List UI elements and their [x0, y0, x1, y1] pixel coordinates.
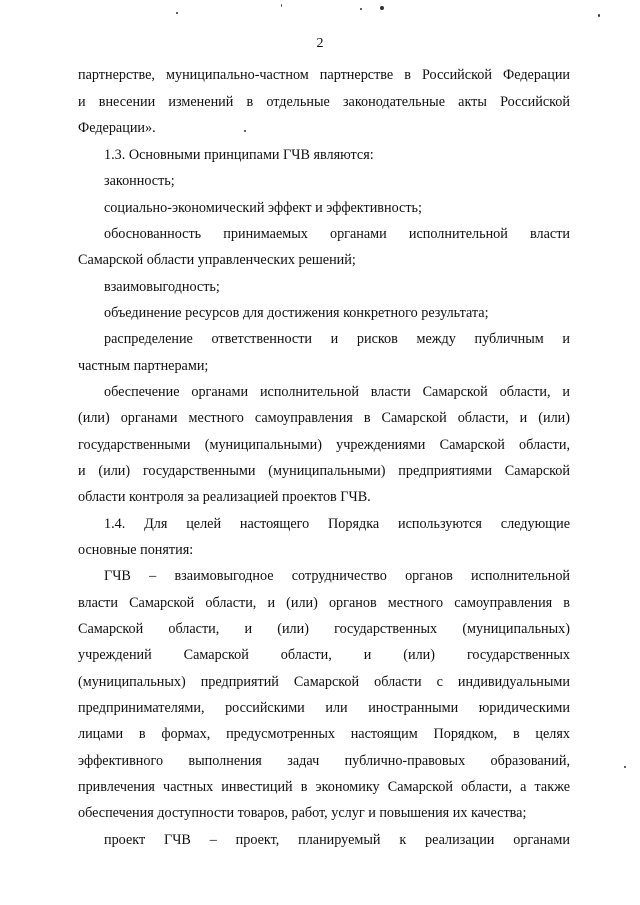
- definition-line: ГЧВ – взаимовыгодное сотрудничество органов исполнительной: [104, 568, 570, 584]
- text-line: (или) органами местного самоуправления в Самарской области, и (или): [78, 410, 570, 426]
- text-line: партнерстве, муниципально-частном партнерстве в Российской Федерации: [78, 67, 570, 83]
- section-heading: 1.4. Для целей настоящего Порядка используются следующие: [104, 516, 570, 532]
- text-line: государственными (муниципальными) учреждениями Самарской области,: [78, 437, 570, 453]
- scan-speck: [176, 12, 178, 14]
- text-line: области контроля за реализацией проектов ГЧВ.: [78, 489, 371, 505]
- scan-speck: [380, 6, 384, 10]
- text-line: предпринимателями, российскими или иностранными юридическими: [78, 700, 570, 716]
- list-item: объединение ресурсов для достижения конкретного результата;: [104, 305, 489, 321]
- text-line: учреждений Самарской области, и (или) государственных: [78, 647, 570, 663]
- scan-speck: [360, 8, 362, 10]
- scan-speck: [598, 14, 600, 17]
- text-line: обеспечения доступности товаров, работ, услуг и повышения их качества;: [78, 805, 527, 821]
- text-line: основные понятия:: [78, 542, 194, 558]
- text-line: частным партнерами;: [78, 358, 209, 374]
- list-item: социально-экономический эффект и эффективность;: [104, 200, 422, 216]
- text-line: лицами в формах, предусмотренных настоящим Порядком, в целях: [78, 726, 570, 742]
- scan-speck: [244, 130, 246, 132]
- list-item: законность;: [104, 173, 175, 189]
- list-item: обеспечение органами исполнительной власти Самарской области, и: [104, 384, 570, 400]
- text-line: власти Самарской области, и (или) органов местного самоуправления в: [78, 595, 570, 611]
- text-line: Самарской области, и (или) государственных (муниципальных): [78, 621, 570, 637]
- scan-speck: [624, 766, 626, 768]
- section-heading: 1.3. Основными принципами ГЧВ являются:: [104, 147, 374, 163]
- list-item: распределение ответственности и рисков между публичным и: [104, 331, 570, 347]
- page-number: 2: [316, 36, 324, 51]
- text-line: (муниципальных) предприятий Самарской области с индивидуальными: [78, 674, 570, 690]
- definition-line: проект ГЧВ – проект, планируемый к реализации органами: [104, 832, 570, 848]
- text-line: привлечения частных инвестиций в экономику Самарской области, а также: [78, 779, 570, 795]
- list-item: обоснованность принимаемых органами исполнительной власти: [104, 226, 570, 242]
- text-line: Федерации».: [78, 120, 156, 136]
- text-line: и внесении изменений в отдельные законодательные акты Российской: [78, 94, 570, 110]
- text-line: эффективного выполнения задач публично-правовых образований,: [78, 753, 570, 769]
- scan-speck: [281, 4, 282, 7]
- text-line: и (или) государственными (муниципальными) предприятиями Самарской: [78, 463, 570, 479]
- text-line: Самарской области управленческих решений;: [78, 252, 356, 268]
- list-item: взаимовыгодность;: [104, 279, 220, 295]
